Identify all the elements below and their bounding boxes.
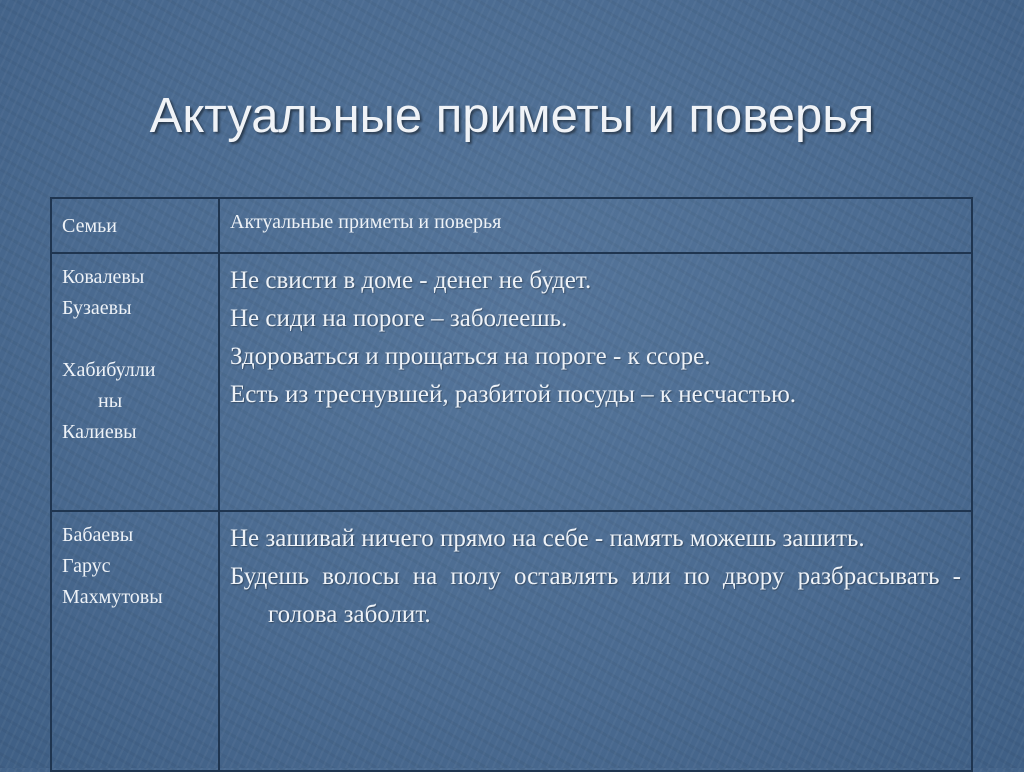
family-name: Калиевы: [62, 421, 137, 443]
beliefs-cell: [219, 511, 972, 771]
belief-item: Не свисти в доме - денег не будет.: [230, 267, 592, 294]
families-cell: [51, 253, 219, 511]
belief-item: Не сиди на пороге – заболеешь.: [230, 305, 568, 332]
belief-item: Есть из треснувшей, разбитой посуды – к несчастью.: [230, 381, 797, 408]
family-name: Ковалевы: [62, 266, 145, 288]
table-row: [51, 511, 972, 771]
family-name: Махмутовы: [62, 586, 163, 608]
family-name: Хабибулли: [62, 359, 156, 381]
belief-item: Будешь волосы на полу оставлять или по двору разбрасывать - голова заболит.: [230, 563, 961, 628]
families-cell: [51, 511, 219, 771]
slide-title: Актуальные приметы и поверья: [149, 89, 875, 143]
table-row: [51, 253, 972, 511]
header-families: Семьи: [51, 198, 219, 253]
beliefs-table: [50, 197, 973, 772]
family-name: Бабаевы: [62, 524, 134, 546]
family-name: Гарус: [62, 555, 111, 577]
beliefs-cell: [219, 253, 972, 511]
family-spacer: [62, 324, 210, 355]
belief-item: Не зашивай ничего прямо на себе - память можешь зашить.: [230, 525, 865, 552]
family-name-continuation: ны: [98, 390, 123, 412]
header-beliefs: Актуальные приметы и поверья: [219, 198, 972, 253]
family-name: Бузаевы: [62, 297, 132, 319]
belief-item: Здороваться и прощаться на пороге - к ссоре.: [230, 343, 711, 370]
table-header-row: [51, 198, 972, 253]
